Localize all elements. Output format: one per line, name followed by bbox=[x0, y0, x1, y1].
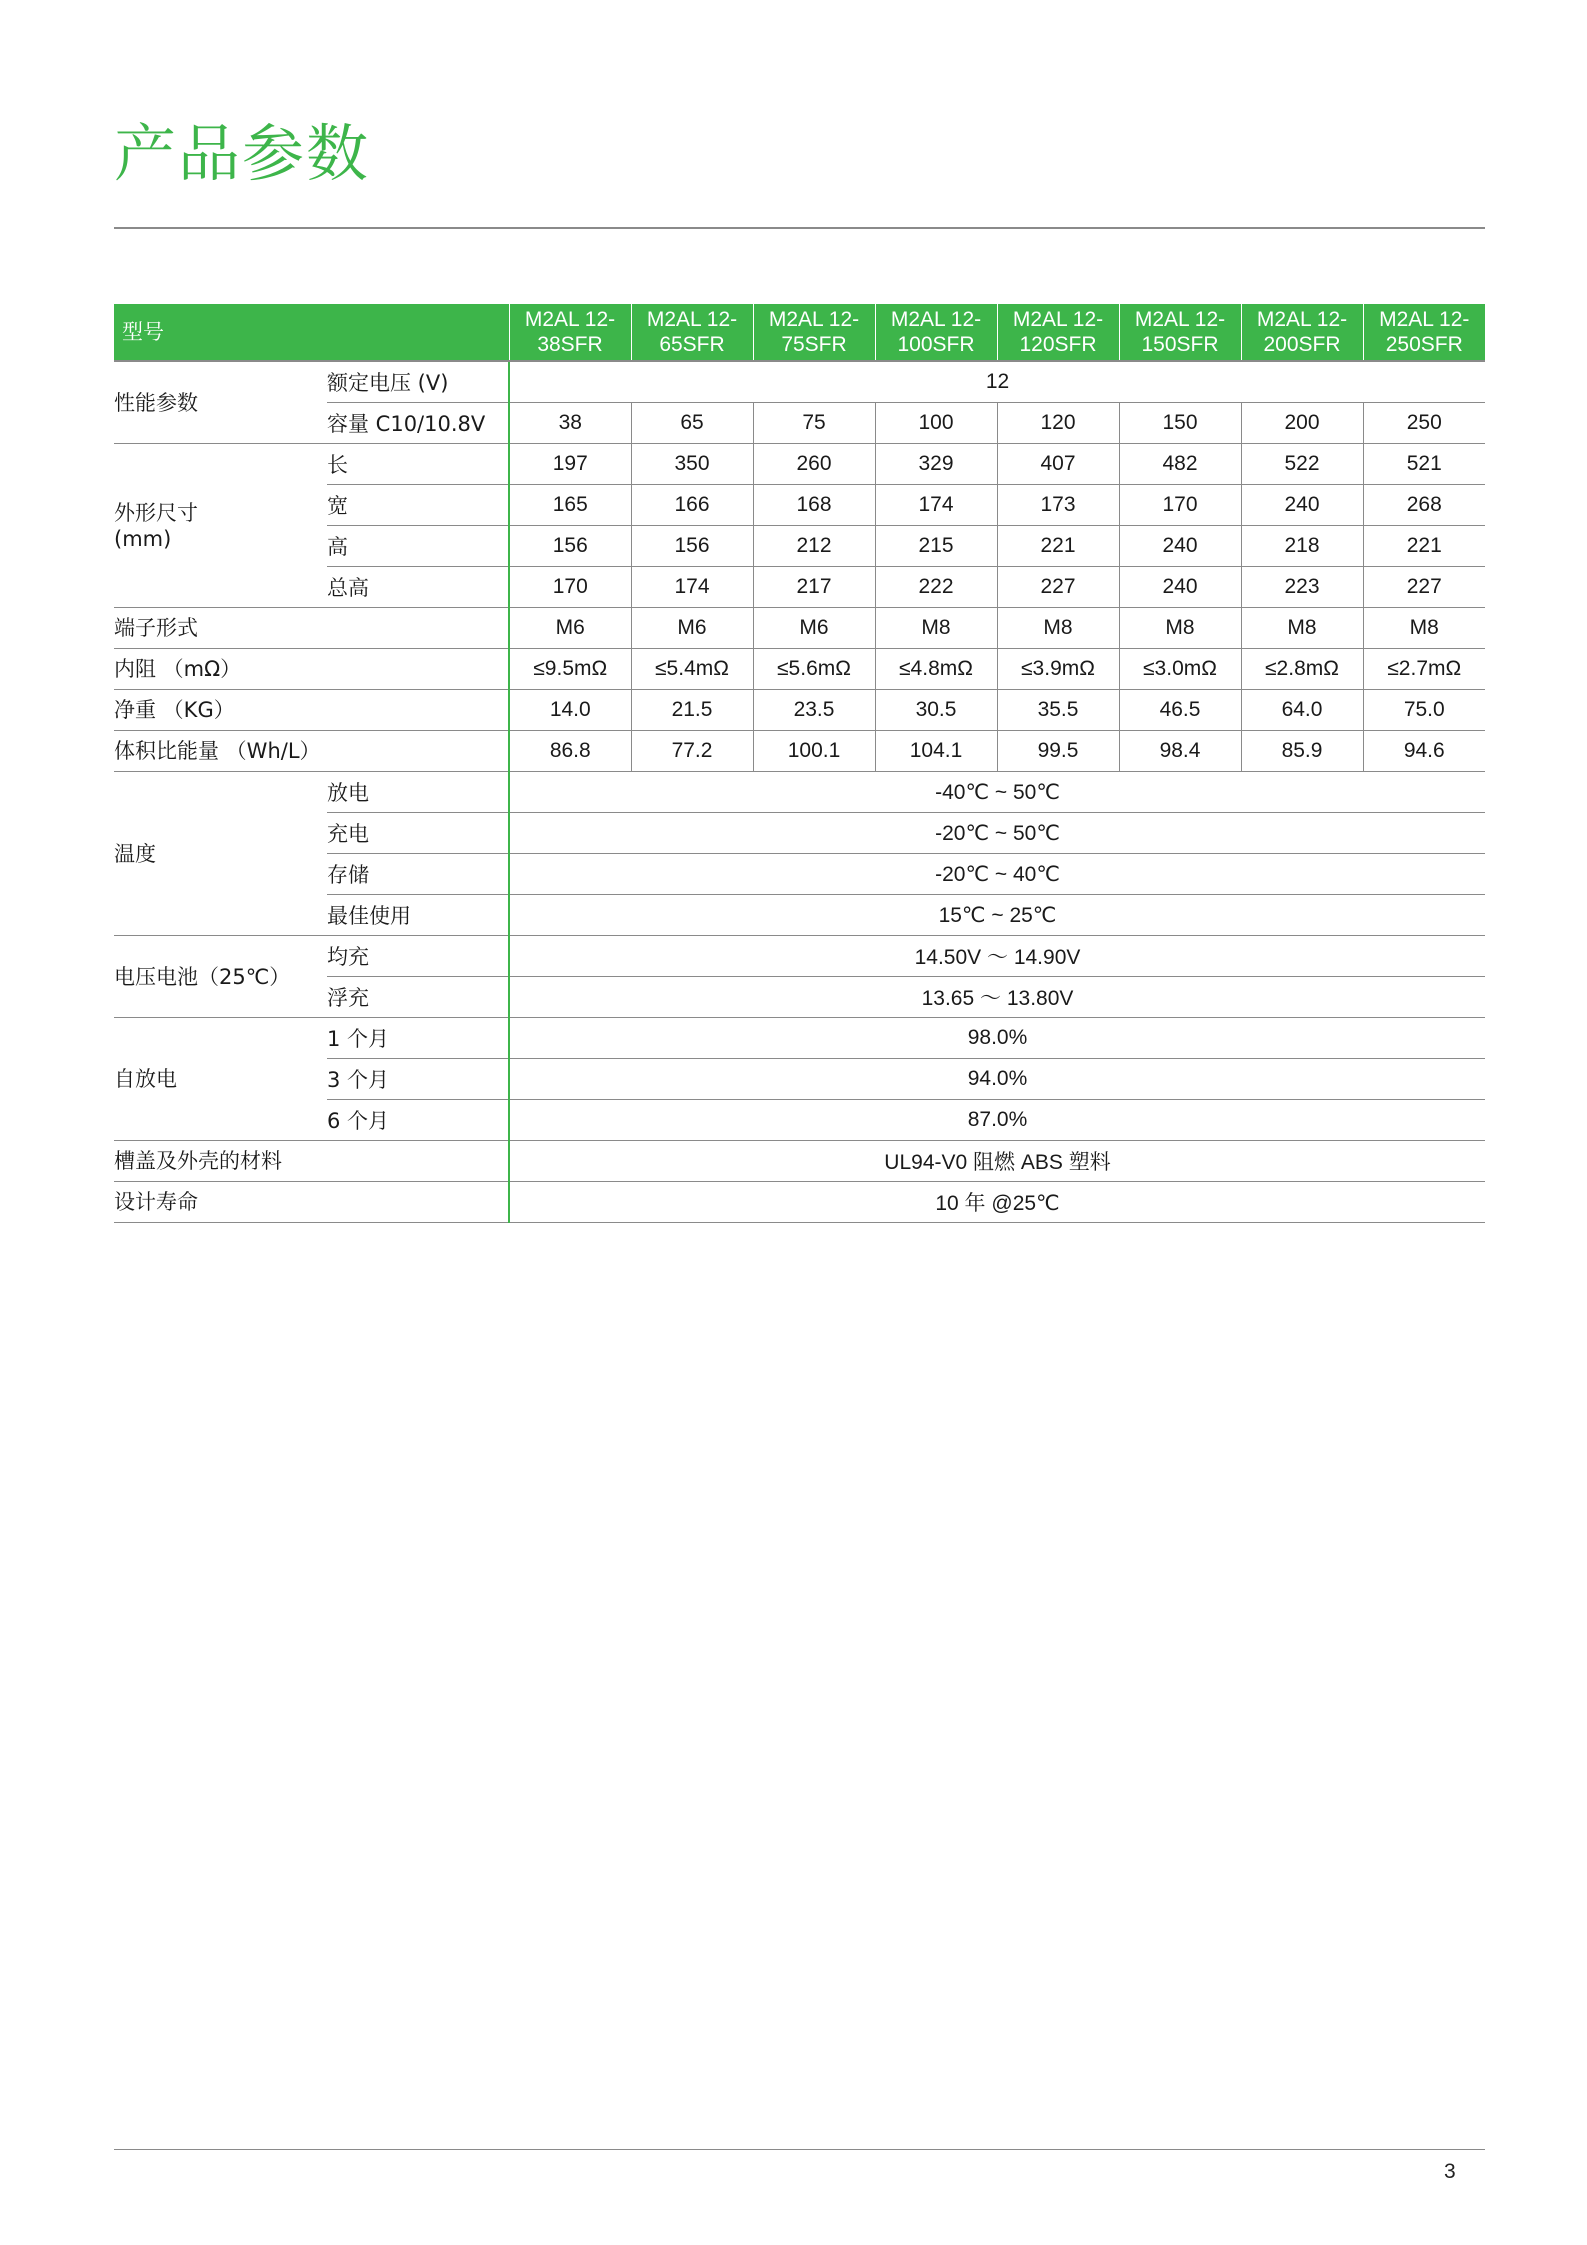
cell-value: 168 bbox=[753, 485, 875, 526]
cell-value: 222 bbox=[875, 567, 997, 608]
cell-value: 98.0% bbox=[509, 1018, 1485, 1059]
row-label: 6 个月 bbox=[327, 1100, 509, 1141]
cell-value: 87.0% bbox=[509, 1100, 1485, 1141]
cell-value: 23.5 bbox=[753, 690, 875, 731]
row-label: 浮充 bbox=[327, 977, 509, 1018]
spec-table bbox=[114, 304, 1485, 1223]
cell-value: 94.0% bbox=[509, 1059, 1485, 1100]
cell-value: 217 bbox=[753, 567, 875, 608]
row-category: 自放电 bbox=[114, 1018, 327, 1141]
model-header: M2AL 12- 150SFR bbox=[1119, 304, 1241, 361]
table-row bbox=[114, 1018, 1485, 1059]
cell-value: -20℃ ~ 40℃ bbox=[509, 854, 1485, 895]
cell-value: 99.5 bbox=[997, 731, 1119, 772]
top-divider bbox=[114, 227, 1485, 229]
cell-value: UL94-V0 阻燃 ABS 塑料 bbox=[509, 1141, 1485, 1182]
table-row bbox=[114, 649, 1485, 690]
cell-value: 64.0 bbox=[1241, 690, 1363, 731]
cell-value: M8 bbox=[1119, 608, 1241, 649]
model-header-label: 型号 bbox=[114, 304, 509, 361]
cell-value: 174 bbox=[875, 485, 997, 526]
cell-value: 120 bbox=[997, 403, 1119, 444]
cell-value: 14.0 bbox=[509, 690, 631, 731]
cell-value: 21.5 bbox=[631, 690, 753, 731]
bottom-divider bbox=[114, 2149, 1485, 2150]
cell-value: 350 bbox=[631, 444, 753, 485]
cell-value: 100 bbox=[875, 403, 997, 444]
cell-value: 75 bbox=[753, 403, 875, 444]
table-row bbox=[114, 1141, 1485, 1182]
cell-value: ≤2.8mΩ bbox=[1241, 649, 1363, 690]
cell-value: 212 bbox=[753, 526, 875, 567]
cell-value: M8 bbox=[1363, 608, 1485, 649]
row-category: 端子形式 bbox=[114, 608, 509, 649]
cell-value: 38 bbox=[509, 403, 631, 444]
row-label: 1 个月 bbox=[327, 1018, 509, 1059]
row-category: 净重 （KG） bbox=[114, 690, 509, 731]
table-row bbox=[114, 444, 1485, 485]
cell-value: M8 bbox=[1241, 608, 1363, 649]
cell-value: 94.6 bbox=[1363, 731, 1485, 772]
model-header: M2AL 12- 120SFR bbox=[997, 304, 1119, 361]
cell-value: 329 bbox=[875, 444, 997, 485]
cell-value: 14.50V ～ 14.90V bbox=[509, 936, 1485, 977]
page-number: 3 bbox=[1444, 2160, 1456, 2183]
cell-value: 12 bbox=[509, 361, 1485, 403]
cell-value: 35.5 bbox=[997, 690, 1119, 731]
row-category: 外形尺寸 (mm) bbox=[114, 444, 327, 608]
cell-value: 30.5 bbox=[875, 690, 997, 731]
cell-value: 13.65 ～ 13.80V bbox=[509, 977, 1485, 1018]
cell-value: 86.8 bbox=[509, 731, 631, 772]
row-label: 额定电压 (V) bbox=[327, 361, 509, 403]
cell-value: ≤9.5mΩ bbox=[509, 649, 631, 690]
cell-value: 170 bbox=[1119, 485, 1241, 526]
cell-value: 197 bbox=[509, 444, 631, 485]
cell-value: 100.1 bbox=[753, 731, 875, 772]
row-label: 充电 bbox=[327, 813, 509, 854]
cell-value: 65 bbox=[631, 403, 753, 444]
table-row bbox=[114, 936, 1485, 977]
cell-value: 10 年 @25℃ bbox=[509, 1182, 1485, 1223]
cell-value: 200 bbox=[1241, 403, 1363, 444]
cell-value: ≤3.9mΩ bbox=[997, 649, 1119, 690]
row-label: 存储 bbox=[327, 854, 509, 895]
table-row bbox=[114, 731, 1485, 772]
model-header: M2AL 12- 75SFR bbox=[753, 304, 875, 361]
cell-value: M8 bbox=[875, 608, 997, 649]
cell-value: 156 bbox=[509, 526, 631, 567]
cell-value: 223 bbox=[1241, 567, 1363, 608]
table-row bbox=[114, 690, 1485, 731]
cell-value: 227 bbox=[997, 567, 1119, 608]
cell-value: M6 bbox=[631, 608, 753, 649]
cell-value: ≤3.0mΩ bbox=[1119, 649, 1241, 690]
cell-value: -40℃ ~ 50℃ bbox=[509, 772, 1485, 813]
row-label: 均充 bbox=[327, 936, 509, 977]
cell-value: 15℃ ~ 25℃ bbox=[509, 895, 1485, 936]
row-category: 槽盖及外壳的材料 bbox=[114, 1141, 509, 1182]
row-category: 设计寿命 bbox=[114, 1182, 509, 1223]
row-category: 内阻 （mΩ） bbox=[114, 649, 509, 690]
cell-value: M8 bbox=[997, 608, 1119, 649]
cell-value: 75.0 bbox=[1363, 690, 1485, 731]
table-row bbox=[114, 608, 1485, 649]
cell-value: 240 bbox=[1119, 567, 1241, 608]
cell-value: 150 bbox=[1119, 403, 1241, 444]
table-row bbox=[114, 772, 1485, 813]
model-header: M2AL 12- 100SFR bbox=[875, 304, 997, 361]
cell-value: M6 bbox=[753, 608, 875, 649]
cell-value: 227 bbox=[1363, 567, 1485, 608]
row-label: 高 bbox=[327, 526, 509, 567]
cell-value: 46.5 bbox=[1119, 690, 1241, 731]
cell-value: 260 bbox=[753, 444, 875, 485]
row-label: 宽 bbox=[327, 485, 509, 526]
cell-value: M6 bbox=[509, 608, 631, 649]
cell-value: 521 bbox=[1363, 444, 1485, 485]
model-header: M2AL 12- 250SFR bbox=[1363, 304, 1485, 361]
model-header: M2AL 12- 65SFR bbox=[631, 304, 753, 361]
cell-value: 240 bbox=[1119, 526, 1241, 567]
cell-value: 85.9 bbox=[1241, 731, 1363, 772]
cell-value: 104.1 bbox=[875, 731, 997, 772]
cell-value: ≤4.8mΩ bbox=[875, 649, 997, 690]
cell-value: 170 bbox=[509, 567, 631, 608]
page-title: 产品参数 bbox=[114, 117, 371, 190]
cell-value: 407 bbox=[997, 444, 1119, 485]
cell-value: 165 bbox=[509, 485, 631, 526]
row-category: 性能参数 bbox=[114, 361, 327, 444]
cell-value: 156 bbox=[631, 526, 753, 567]
cell-value: -20℃ ~ 50℃ bbox=[509, 813, 1485, 854]
cell-value: 221 bbox=[997, 526, 1119, 567]
row-label: 总高 bbox=[327, 567, 509, 608]
table-row bbox=[114, 1182, 1485, 1223]
cell-value: 174 bbox=[631, 567, 753, 608]
cell-value: 215 bbox=[875, 526, 997, 567]
cell-value: 218 bbox=[1241, 526, 1363, 567]
row-category: 体积比能量 （Wh/L） bbox=[114, 731, 509, 772]
cell-value: ≤5.4mΩ bbox=[631, 649, 753, 690]
table-row bbox=[114, 361, 1485, 403]
cell-value: 250 bbox=[1363, 403, 1485, 444]
cell-value: 482 bbox=[1119, 444, 1241, 485]
row-label: 最佳使用 bbox=[327, 895, 509, 936]
cell-value: 98.4 bbox=[1119, 731, 1241, 772]
cell-value: ≤5.6mΩ bbox=[753, 649, 875, 690]
model-header: M2AL 12- 200SFR bbox=[1241, 304, 1363, 361]
row-label: 放电 bbox=[327, 772, 509, 813]
table-header-row bbox=[114, 304, 1485, 361]
row-label: 长 bbox=[327, 444, 509, 485]
row-category: 温度 bbox=[114, 772, 327, 936]
row-label: 容量 C10/10.8V bbox=[327, 403, 509, 444]
cell-value: 77.2 bbox=[631, 731, 753, 772]
cell-value: 268 bbox=[1363, 485, 1485, 526]
cell-value: 166 bbox=[631, 485, 753, 526]
cell-value: 240 bbox=[1241, 485, 1363, 526]
cell-value: ≤2.7mΩ bbox=[1363, 649, 1485, 690]
cell-value: 221 bbox=[1363, 526, 1485, 567]
model-header: M2AL 12- 38SFR bbox=[509, 304, 631, 361]
cell-value: 522 bbox=[1241, 444, 1363, 485]
row-category: 电压电池（25℃） bbox=[114, 936, 327, 1018]
row-label: 3 个月 bbox=[327, 1059, 509, 1100]
cell-value: 173 bbox=[997, 485, 1119, 526]
